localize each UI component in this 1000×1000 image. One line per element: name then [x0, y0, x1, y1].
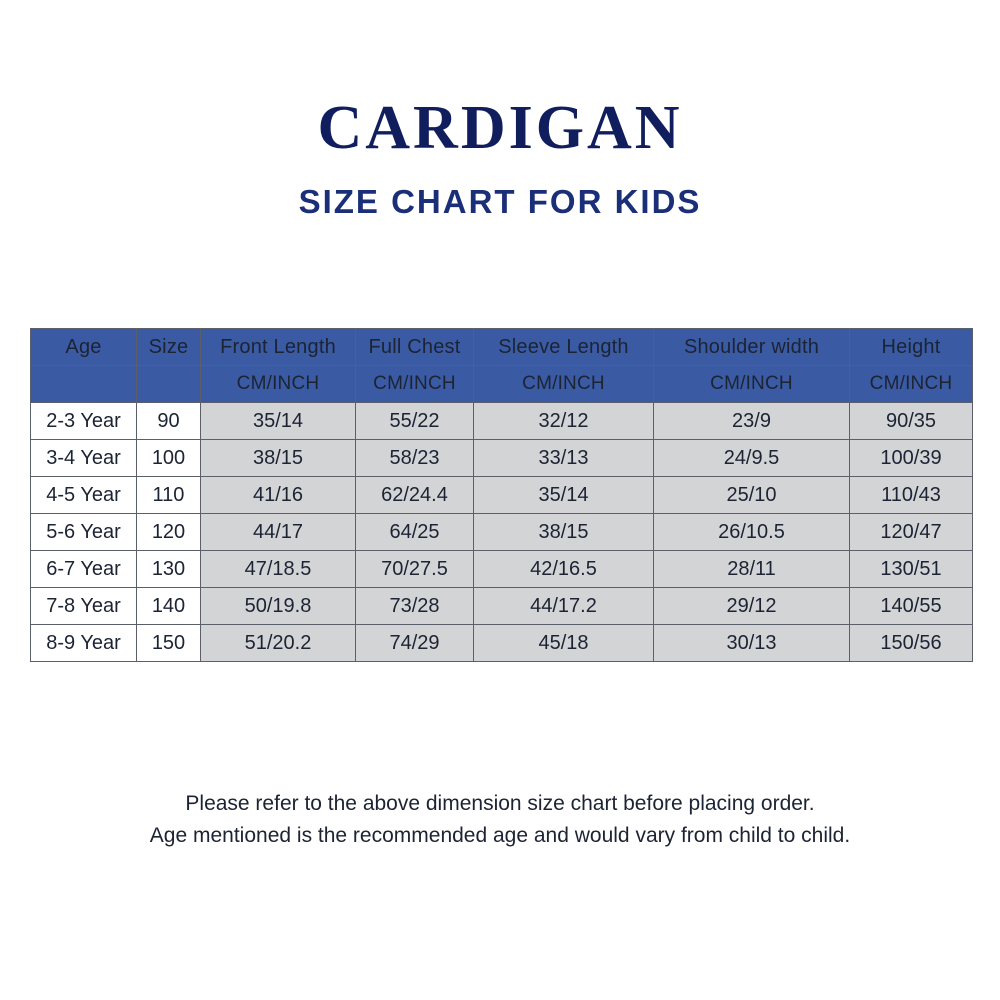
cell-shoulder-width: 25/10 — [654, 477, 850, 514]
cell-full-chest: 62/24.4 — [356, 477, 474, 514]
column-header-shoulder-width: Shoulder width — [654, 329, 850, 366]
table-units-row — [31, 366, 973, 403]
cell-sleeve-length: 44/17.2 — [474, 588, 654, 625]
cell-full-chest: 70/27.5 — [356, 551, 474, 588]
cell-shoulder-width: 28/11 — [654, 551, 850, 588]
column-header-front-length: Front Length — [201, 329, 356, 366]
cell-full-chest: 55/22 — [356, 403, 474, 440]
cell-shoulder-width: 24/9.5 — [654, 440, 850, 477]
unit-height: CM/INCH — [850, 366, 973, 403]
column-header-sleeve-length: Sleeve Length — [474, 329, 654, 366]
cell-sleeve-length: 45/18 — [474, 625, 654, 662]
cell-age: 5-6 Year — [31, 514, 137, 551]
size-chart-table — [30, 328, 973, 662]
cell-size: 130 — [137, 551, 201, 588]
cell-front-length: 47/18.5 — [201, 551, 356, 588]
cell-sleeve-length: 35/14 — [474, 477, 654, 514]
cell-age: 8-9 Year — [31, 625, 137, 662]
table-row — [31, 514, 973, 551]
cell-age: 3-4 Year — [31, 440, 137, 477]
cell-shoulder-width: 30/13 — [654, 625, 850, 662]
cell-sleeve-length: 38/15 — [474, 514, 654, 551]
cell-shoulder-width: 23/9 — [654, 403, 850, 440]
cell-front-length: 38/15 — [201, 440, 356, 477]
cell-full-chest: 64/25 — [356, 514, 474, 551]
cell-front-length: 51/20.2 — [201, 625, 356, 662]
cell-front-length: 35/14 — [201, 403, 356, 440]
unit-age — [31, 366, 137, 403]
cell-height: 130/51 — [850, 551, 973, 588]
cell-shoulder-width: 26/10.5 — [654, 514, 850, 551]
cell-age: 6-7 Year — [31, 551, 137, 588]
cell-size: 90 — [137, 403, 201, 440]
table-body — [31, 403, 973, 662]
unit-front-length: CM/INCH — [201, 366, 356, 403]
table-row — [31, 477, 973, 514]
footnote-line-1: Please refer to the above dimension size chart before placing order. — [185, 792, 815, 815]
table-row — [31, 440, 973, 477]
page-subtitle: SIZE CHART FOR KIDS — [298, 183, 702, 221]
cell-size: 140 — [137, 588, 201, 625]
column-header-age: Age — [31, 329, 137, 366]
cell-height: 140/55 — [850, 588, 973, 625]
cell-front-length: 41/16 — [201, 477, 356, 514]
cell-age: 7-8 Year — [31, 588, 137, 625]
cell-full-chest: 58/23 — [356, 440, 474, 477]
table-header — [31, 329, 973, 403]
cell-size: 110 — [137, 477, 201, 514]
cell-size: 100 — [137, 440, 201, 477]
cell-height: 110/43 — [850, 477, 973, 514]
cell-sleeve-length: 32/12 — [474, 403, 654, 440]
table-row — [31, 551, 973, 588]
cell-size: 120 — [137, 514, 201, 551]
table-header-row — [31, 329, 973, 366]
table-row — [31, 403, 973, 440]
table-row — [31, 588, 973, 625]
column-header-height: Height — [850, 329, 973, 366]
unit-shoulder-width: CM/INCH — [654, 366, 850, 403]
footnote-line-2: Age mentioned is the recommended age and would vary from child to child. — [149, 823, 851, 847]
cell-full-chest: 74/29 — [356, 625, 474, 662]
column-header-full-chest: Full Chest — [356, 329, 474, 366]
column-header-size: Size — [137, 329, 201, 366]
cell-full-chest: 73/28 — [356, 588, 474, 625]
cell-height: 120/47 — [850, 514, 973, 551]
cell-height: 90/35 — [850, 403, 973, 440]
cell-front-length: 50/19.8 — [201, 588, 356, 625]
size-chart-table-wrapper — [30, 328, 972, 662]
cell-height: 150/56 — [850, 625, 973, 662]
page-title: CARDIGAN — [317, 94, 683, 162]
cell-front-length: 44/17 — [201, 514, 356, 551]
cell-age: 4-5 Year — [31, 477, 137, 514]
cell-sleeve-length: 42/16.5 — [474, 551, 654, 588]
unit-size — [137, 366, 201, 403]
header-block — [0, 0, 1000, 221]
unit-sleeve-length: CM/INCH — [474, 366, 654, 403]
cell-sleeve-length: 33/13 — [474, 440, 654, 477]
cell-height: 100/39 — [850, 440, 973, 477]
cell-size: 150 — [137, 625, 201, 662]
cell-age: 2-3 Year — [31, 403, 137, 440]
table-row — [31, 625, 973, 662]
footnotes — [0, 788, 1000, 851]
cell-shoulder-width: 29/12 — [654, 588, 850, 625]
unit-full-chest: CM/INCH — [356, 366, 474, 403]
